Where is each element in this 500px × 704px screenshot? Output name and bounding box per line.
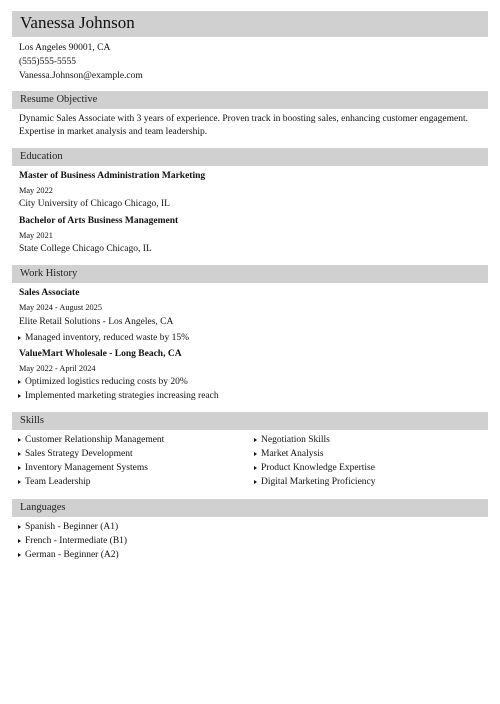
bullet-icon bbox=[18, 480, 21, 484]
section-header-education bbox=[12, 148, 488, 166]
job-dates: May 2022 - April 2024 bbox=[19, 364, 96, 373]
education-degree: Bachelor of Arts Business Management bbox=[19, 216, 179, 226]
job-company: Elite Retail Solutions - Los Angeles, CA bbox=[19, 317, 174, 327]
section-header-languages bbox=[12, 499, 488, 517]
section-title-languages: Languages bbox=[20, 502, 66, 513]
language-item bbox=[18, 521, 118, 533]
job-bullet bbox=[18, 390, 219, 402]
section-header-objective bbox=[12, 91, 488, 109]
job-bullet bbox=[18, 332, 189, 344]
section-header-skills bbox=[12, 412, 488, 430]
bullet-icon bbox=[18, 438, 21, 442]
job-bullet-text: Optimized logistics reducing costs by 20% bbox=[25, 377, 188, 387]
bullet-icon bbox=[18, 336, 21, 340]
contact-phone: (555)555-5555 bbox=[19, 57, 76, 67]
section-header-work-history bbox=[12, 265, 488, 283]
objective-line-2: Expertise in market analysis and team leadership. bbox=[19, 127, 208, 137]
skill-text: Digital Marketing Proficiency bbox=[261, 477, 376, 487]
education-date: May 2021 bbox=[19, 231, 53, 240]
job-title: Sales Associate bbox=[19, 288, 80, 298]
language-text: French - Intermediate (B1) bbox=[25, 536, 128, 546]
bullet-icon bbox=[18, 553, 21, 557]
skill-text: Sales Strategy Development bbox=[25, 449, 133, 459]
job-bullet bbox=[18, 376, 188, 388]
bullet-icon bbox=[254, 438, 257, 442]
skill-text: Inventory Management Systems bbox=[25, 463, 148, 473]
bullet-icon bbox=[254, 466, 257, 470]
section-title-education: Education bbox=[20, 151, 63, 162]
section-title-skills: Skills bbox=[20, 415, 44, 426]
skill-item bbox=[18, 434, 164, 446]
section-title-work-history: Work History bbox=[20, 268, 78, 279]
skill-item bbox=[18, 448, 133, 460]
skill-item bbox=[254, 434, 330, 446]
job-dates: May 2024 - August 2025 bbox=[19, 303, 102, 312]
contact-email: Vanessa.Johnson@example.com bbox=[19, 71, 143, 81]
skill-item bbox=[254, 462, 375, 474]
objective-line-1: Dynamic Sales Associate with 3 years of experience. Proven track in boosting sales, enhancing customer engagement. bbox=[19, 114, 469, 124]
education-degree: Master of Business Administration Marketing bbox=[19, 171, 206, 181]
skill-item bbox=[18, 462, 148, 474]
bullet-icon bbox=[18, 466, 21, 470]
contact-address: Los Angeles 90001, CA bbox=[19, 43, 111, 53]
job-bullet-text: Managed inventory, reduced waste by 15% bbox=[25, 333, 189, 343]
education-date: May 2022 bbox=[19, 186, 53, 195]
job-title: ValueMart Wholesale - Long Beach, CA bbox=[19, 349, 182, 359]
skill-item bbox=[254, 448, 324, 460]
education-school: City University of Chicago Chicago, IL bbox=[19, 199, 170, 209]
education-school: State College Chicago Chicago, IL bbox=[19, 244, 152, 254]
skill-text: Customer Relationship Management bbox=[25, 435, 165, 445]
bullet-icon bbox=[18, 525, 21, 529]
skill-text: Negotiation Skills bbox=[261, 435, 330, 445]
bullet-icon bbox=[18, 539, 21, 543]
job-bullet-text: Implemented marketing strategies increasing reach bbox=[25, 391, 219, 401]
bullet-icon bbox=[18, 452, 21, 456]
name-header-bar bbox=[12, 11, 488, 37]
language-item bbox=[18, 535, 127, 547]
language-text: German - Beginner (A2) bbox=[25, 550, 119, 560]
bullet-icon bbox=[254, 452, 257, 456]
candidate-name: Vanessa Johnson bbox=[20, 13, 135, 32]
bullet-icon bbox=[18, 380, 21, 384]
skill-text: Team Leadership bbox=[25, 477, 91, 487]
bullet-icon bbox=[254, 480, 257, 484]
language-text: Spanish - Beginner (A1) bbox=[25, 522, 119, 532]
bullet-icon bbox=[18, 394, 21, 398]
language-item bbox=[18, 549, 119, 561]
skill-item bbox=[18, 476, 91, 488]
skill-text: Product Knowledge Expertise bbox=[261, 463, 375, 473]
skill-text: Market Analysis bbox=[261, 449, 324, 459]
skill-item bbox=[254, 476, 376, 488]
section-title-objective: Resume Objective bbox=[20, 94, 98, 105]
